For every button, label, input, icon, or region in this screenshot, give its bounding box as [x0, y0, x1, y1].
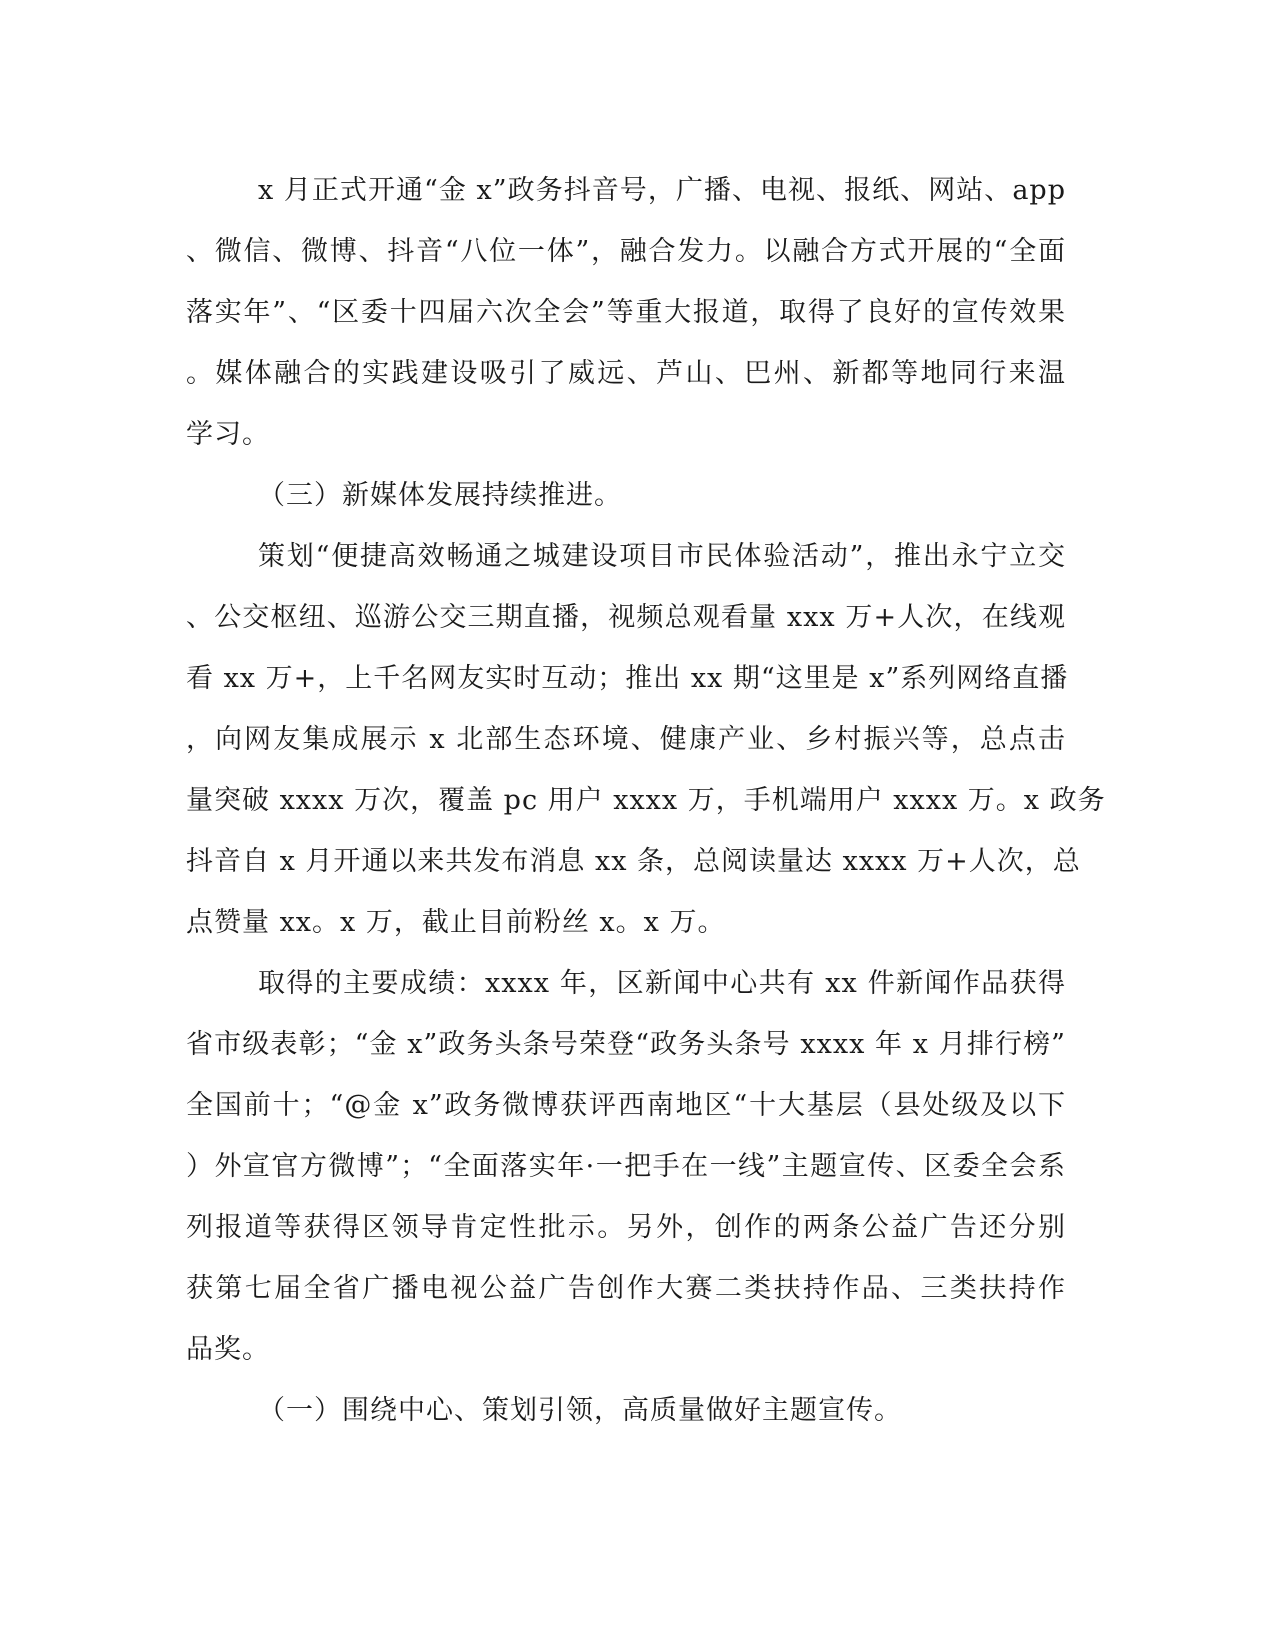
text-line: 品奖。	[186, 1334, 270, 1365]
text-line: 取得的主要成绩：xxxx 年，区新闻中心共有 xx 件新闻作品获得	[258, 968, 1066, 999]
text-line: 全国前十；“@金 x”政务微博获评西南地区“十大基层（县处级及以下	[186, 1090, 1066, 1121]
text-line: 、微信、微博、抖音“八位一体”，融合发力。以融合方式开展的“全面	[186, 236, 1066, 267]
section-heading-1	[186, 1380, 1066, 1441]
text-line: 、公交枢纽、巡游公交三期直播，视频总观看量 xxx 万+人次，在线观	[186, 602, 1066, 633]
text-line: 点赞量 xx。x 万，截止目前粉丝 x。x 万。	[186, 907, 726, 938]
paragraph-media-fusion	[186, 160, 1066, 465]
text-line: 量突破 xxxx 万次，覆盖 pc 用户 xxxx 万，手机端用户 xxxx 万。x 政务	[186, 785, 1106, 816]
heading-text: （一）围绕中心、策划引领，高质量做好主题宣传。	[258, 1395, 902, 1426]
text-line: 落实年”、“区委十四届六次全会”等重大报道，取得了良好的宣传效果	[186, 297, 1066, 328]
section-heading-3	[186, 465, 1066, 526]
text-line: x 月正式开通“金 x”政务抖音号，广播、电视、报纸、网站、app	[258, 175, 1066, 206]
document-body	[186, 160, 1106, 1441]
heading-text: （三）新媒体发展持续推进。	[258, 480, 622, 511]
paragraph-new-media	[186, 526, 1106, 953]
text-line: 抖音自 x 月开通以来共发布消息 xx 条，总阅读量达 xxxx 万+人次，总	[186, 846, 1081, 877]
text-line: ，向网友集成展示 x 北部生态环境、健康产业、乡村振兴等，总点击	[186, 724, 1066, 755]
text-line: 省市级表彰；“金 x”政务头条号荣登“政务头条号 xxxx 年 x 月排行榜”	[186, 1029, 1066, 1060]
text-line: 学习。	[186, 419, 270, 450]
text-line: 获第七届全省广播电视公益广告创作大赛二类扶持作品、三类扶持作	[186, 1273, 1066, 1304]
text-line: 看 xx 万+，上千名网友实时互动；推出 xx 期“这里是 x”系列网络直播	[186, 663, 1069, 694]
text-line: 。媒体融合的实践建设吸引了威远、芦山、巴州、新都等地同行来温	[186, 358, 1066, 389]
paragraph-achievements	[186, 953, 1066, 1380]
text-line: 策划“便捷高效畅通之城建设项目市民体验活动”，推出永宁立交	[258, 541, 1066, 572]
text-line: 列报道等获得区领导肯定性批示。另外，创作的两条公益广告还分别	[186, 1212, 1066, 1243]
text-line: ）外宣官方微博”；“全面落实年·一把手在一线”主题宣传、区委全会系	[186, 1151, 1066, 1182]
